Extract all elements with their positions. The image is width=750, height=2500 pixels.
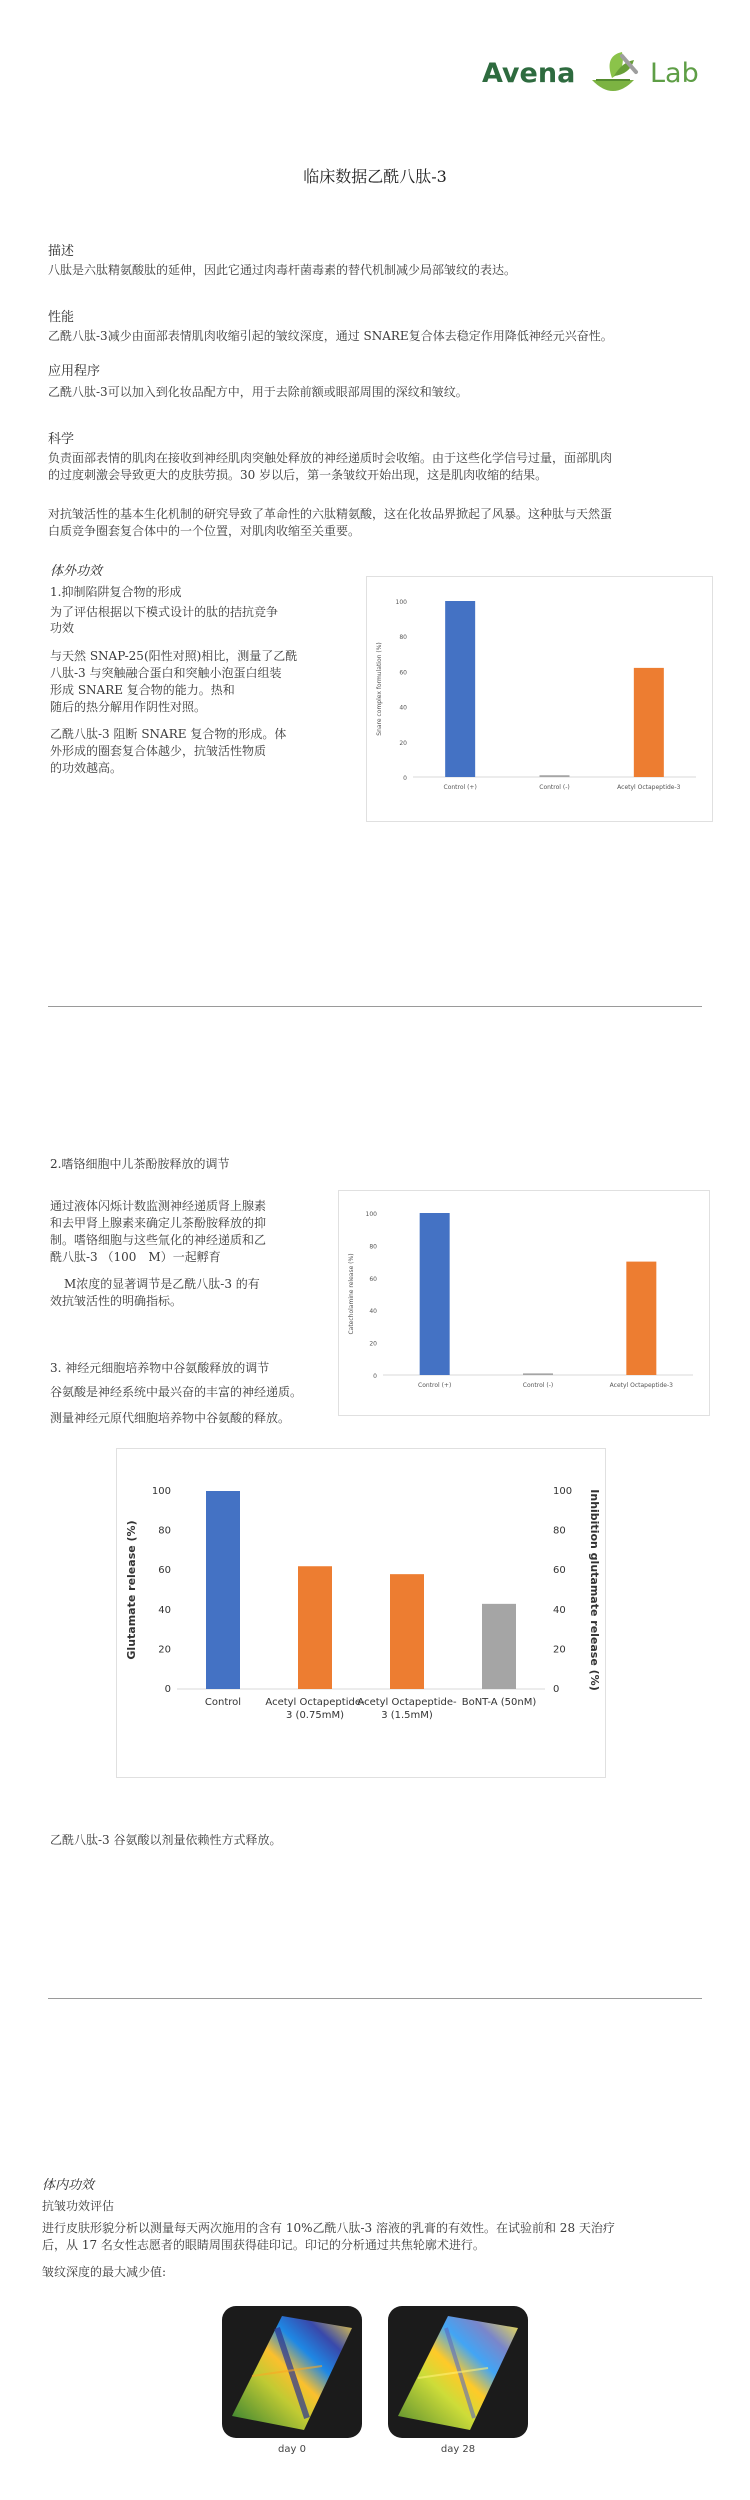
bar — [634, 668, 664, 777]
s1-p1-line2: 功效 — [50, 621, 75, 635]
x-tick-label: Acetyl Octapeptide-3 — [617, 784, 681, 791]
x-tick-label: 3 (1.5mM) — [381, 1710, 433, 1721]
photo-label-day28: day 28 — [440, 2444, 476, 2455]
s3-title: 3. 神经元细胞培养物中谷氨酸释放的调节 — [50, 1361, 270, 1375]
y-axis-label: Catecholamine release (%) — [348, 1253, 355, 1335]
science-p2-line1: 对抗皱活性的基本生化机制的研究导致了革命性的六肽精氨酸，这在化妆品界掀起了风暴。这种肽与天然蛋 — [48, 507, 613, 521]
chart-catecholamine — [338, 1190, 710, 1416]
s1-p2-line2: 八肽-3 与突触融合蛋白和突触小泡蛋白组装 — [50, 666, 282, 680]
y-tick-label: 0 — [403, 775, 407, 782]
chart-snare — [366, 576, 713, 822]
y-axis-label: Snare complex formulation (%) — [376, 642, 383, 736]
s2-title: 2.嗜铬细胞中儿茶酚胺释放的调节 — [50, 1157, 230, 1171]
s3-line1: 谷氨酸是神经系统中最兴奋的丰富的神经递质。 — [50, 1385, 303, 1399]
y-tick-label: 100 — [365, 1211, 377, 1218]
bar — [482, 1604, 516, 1689]
in-vitro-heading: 体外功效 — [50, 564, 103, 579]
y-tick-label: 20 — [158, 1644, 171, 1656]
skin-topography-day0 — [222, 2306, 362, 2438]
description-heading: 描述 — [48, 244, 75, 259]
s2-line4: 酰八肽-3 （100 M）一起孵育 — [50, 1250, 221, 1264]
chart-glutamate — [116, 1448, 606, 1778]
y-tick-label: 60 — [369, 1275, 377, 1283]
science-p1-line2: 的过度刺激会导致更大的皮肤劳损。30 岁以后，第一条皱纹开始出现，这是肌肉收缩的结果。 — [48, 468, 548, 482]
logo-word-lab: Lab — [650, 58, 699, 89]
s3-caption: 乙酰八肽-3 谷氨酸以剂量依赖性方式释放。 — [50, 1833, 282, 1847]
chart-snare-svg — [367, 577, 712, 821]
x-tick-label: Control (+) — [443, 784, 477, 791]
x-tick-label: Control (-) — [522, 1382, 554, 1389]
s1-title: 1.抑制陷阱复合物的形成 — [50, 585, 182, 599]
bar — [298, 1566, 332, 1689]
x-tick-label: Control (-) — [539, 784, 570, 791]
s1-p2-line1: 与天然 SNAP-25(阳性对照)相比，测量了乙酰 — [50, 649, 298, 663]
application-heading: 应用程序 — [48, 364, 101, 379]
y-tick-label: 20 — [369, 1340, 377, 1348]
y-tick-label: 100 — [151, 1486, 171, 1497]
y-tick-label: 0 — [373, 1373, 377, 1380]
y2-tick-label: 100 — [553, 1486, 573, 1497]
in-vivo-heading: 体内功效 — [42, 2178, 95, 2193]
s2-line3: 制。嗜铬细胞与这些氚化的神经递质和乙 — [50, 1233, 267, 1247]
y-axis-label: Glutamate release (%) — [125, 1520, 138, 1660]
divider-1 — [48, 1006, 702, 1007]
in-vivo-subheading: 抗皱功效评估 — [42, 2199, 115, 2213]
bar — [420, 1213, 450, 1375]
s1-p3-line1: 乙酰八肽-3 阻断 SNARE 复合物的形成。体 — [50, 727, 287, 741]
y2-tick-label: 0 — [553, 1684, 560, 1695]
performance-text: 乙酰八肽-3减少由面部表情肌肉收缩引起的皱纹深度，通过 SNARE复合体去稳定作用降低神经元兴奋性。 — [48, 329, 613, 343]
y-tick-label: 80 — [369, 1243, 377, 1251]
skin-topography-day0-image — [222, 2306, 362, 2438]
x-tick-label: Control (+) — [418, 1382, 452, 1389]
y-tick-label: 60 — [399, 669, 407, 677]
s1-p1-line1: 为了评估根据以下模式设计的肽的拮抗竞争 — [50, 605, 279, 619]
skin-topography-day28 — [388, 2306, 528, 2438]
y-tick-label: 20 — [399, 739, 407, 747]
description-text: 八肽是六肽精氨酸肽的延伸，因此它通过肉毒杆菌毒素的替代机制减少局部皱纹的表达。 — [48, 263, 517, 277]
y-tick-label: 60 — [158, 1565, 171, 1577]
bar — [523, 1373, 553, 1375]
y-tick-label: 0 — [164, 1684, 171, 1695]
y2-tick-label: 40 — [553, 1604, 566, 1616]
leaf-mortar-icon — [582, 50, 644, 100]
s2-line5: M浓度的显著调节是乙酰八肽-3 的有 — [64, 1277, 260, 1291]
s1-p2-line3: 形成 SNARE 复合物的能力。热和 — [50, 683, 235, 697]
bar — [390, 1574, 424, 1689]
x-tick-label: Control — [204, 1697, 242, 1708]
application-text: 乙酰八肽-3可以加入到化妆品配方中，用于去除前额或眼部周围的深纹和皱纹。 — [48, 385, 468, 399]
x-tick-label: Acetyl Octapeptide-3 — [609, 1382, 673, 1389]
y2-tick-label: 80 — [553, 1525, 566, 1537]
s2-line6: 效抗皱活性的明确指标。 — [50, 1294, 183, 1308]
s3-line2: 测量神经元原代细胞培养物中谷氨酸的释放。 — [50, 1411, 291, 1425]
y2-axis-label: Inhibition glutamate release (%) — [588, 1489, 601, 1691]
y-tick-label: 40 — [369, 1308, 377, 1316]
bar — [626, 1262, 656, 1375]
logo-word: Avena — [482, 58, 576, 89]
science-heading: 科学 — [48, 432, 75, 447]
bar — [540, 775, 570, 777]
s1-p3-line2: 外形成的圈套复合体越少，抗皱活性物质 — [50, 744, 267, 758]
x-tick-label: BoNT-A (50nM) — [461, 1697, 537, 1708]
in-vivo-label: 皱纹深度的最大减少值: — [42, 2265, 167, 2279]
chart-catecholamine-svg — [339, 1191, 709, 1415]
science-p1-line1: 负责面部表情的肌肉在接收到神经肌肉突触处释放的神经递质时会收缩。由于这些化学信号过量，面部肌肉 — [48, 451, 613, 465]
y-tick-label: 40 — [399, 704, 407, 712]
page-title: 临床数据乙酰八肽-3 — [303, 167, 447, 186]
in-vivo-line1: 进行皮肤形貌分析以测量每天两次施用的含有 10%乙酰八肽-3 溶液的乳膏的有效性。在试验前和 28 天治疗 — [42, 2221, 615, 2235]
divider-2 — [48, 1998, 702, 1999]
photo-label-day0: day 0 — [278, 2444, 306, 2455]
y2-tick-label: 20 — [553, 1644, 566, 1656]
x-tick-label: Acetyl Octapeptide- — [265, 1697, 365, 1708]
bar — [445, 601, 475, 777]
y-tick-label: 40 — [158, 1604, 171, 1616]
y-tick-label: 80 — [158, 1525, 171, 1537]
logo — [482, 50, 722, 100]
y-tick-label: 80 — [399, 634, 407, 642]
s1-p3-line3: 的功效越高。 — [50, 761, 123, 775]
x-tick-label: 3 (0.75mM) — [286, 1710, 344, 1721]
performance-heading: 性能 — [48, 310, 75, 325]
x-tick-label: Acetyl Octapeptide- — [357, 1697, 457, 1708]
s1-p2-line4: 随后的热分解用作阴性对照。 — [50, 700, 207, 714]
y-tick-label: 100 — [395, 599, 407, 606]
chart-glutamate-svg — [117, 1449, 605, 1777]
skin-topography-day28-image — [388, 2306, 528, 2438]
y2-tick-label: 60 — [553, 1565, 566, 1577]
science-p2-line2: 白质竞争圈套复合体中的一个位置，对肌肉收缩至关重要。 — [48, 524, 361, 538]
in-vivo-line2: 后，从 17 名女性志愿者的眼睛周围获得硅印记。印记的分析通过共焦轮廓术进行。 — [42, 2238, 485, 2252]
bar — [206, 1491, 240, 1689]
s2-line1: 通过液体闪烁计数监测神经递质肾上腺素 — [50, 1199, 267, 1213]
s2-line2: 和去甲肾上腺素来确定儿茶酚胺释放的抑 — [50, 1216, 267, 1230]
